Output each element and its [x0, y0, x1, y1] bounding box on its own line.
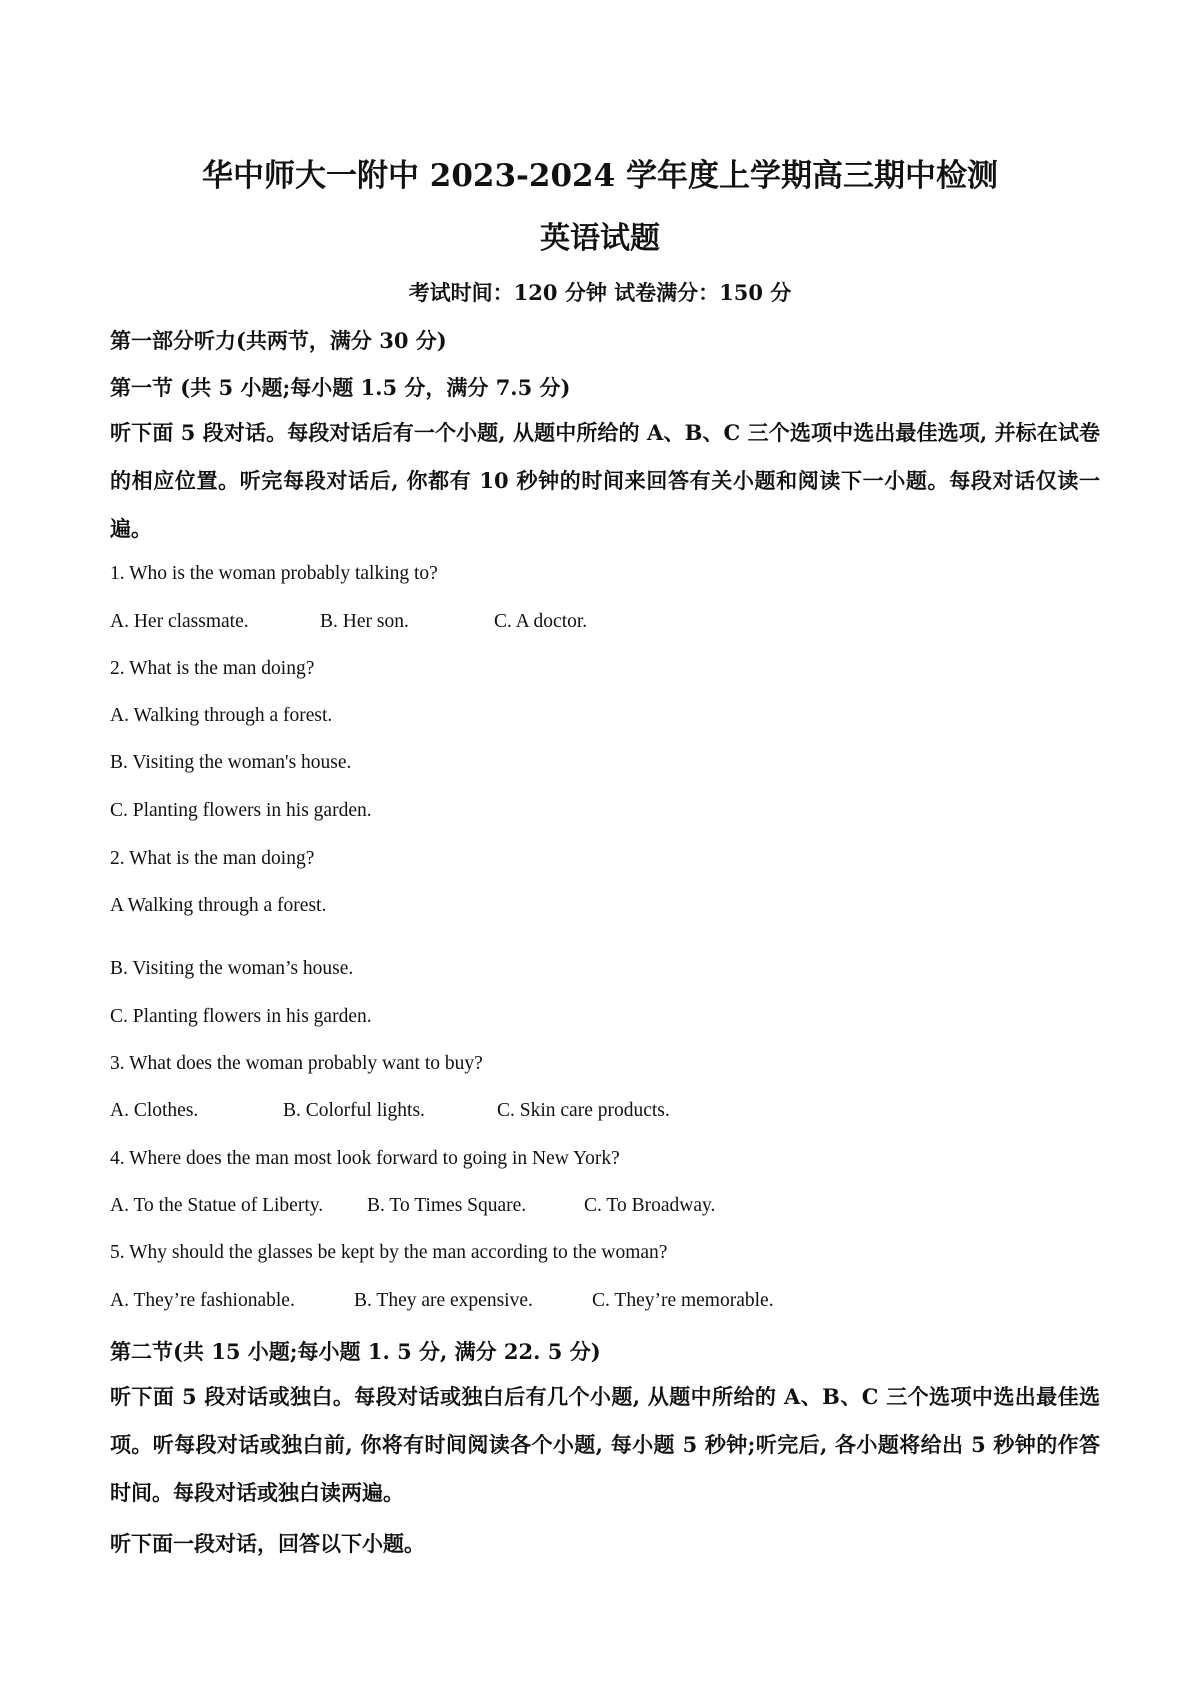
question-stem: 2. What is the man doing?: [110, 848, 315, 869]
option-c: C. To Broadway.: [584, 1195, 716, 1216]
option-c: C. Planting flowers in his garden.: [110, 800, 372, 821]
option-b: B. They are expensive.: [354, 1290, 533, 1311]
option-b: B. Visiting the woman’s house.: [110, 958, 354, 979]
option-a: A. They’re fashionable.: [110, 1290, 295, 1311]
option-b: B. Visiting the woman's house.: [110, 752, 352, 773]
part1-heading: 第一部分听力(共两节，满分 30 分): [110, 328, 447, 353]
question-stem: 5. Why should the glasses be kept by the man according to the woman?: [110, 1242, 668, 1263]
option-a: A Walking through a forest.: [110, 895, 327, 916]
exam-title: 华中师大一附中 2023-2024 学年度上学期高三期中检测: [201, 158, 998, 194]
exam-info: 考试时间：120 分钟 试卷满分：150 分: [408, 280, 792, 305]
section2-instructions: 听下面 5 段对话或独白。每段对话或独白后有几个小题, 从题中所给的 A、B、C 三个选项中选出最佳选项。听每段对话或独白前, 你将有时间阅读各个小题, 每小题 5 秒钟;听完后, 各小题将给出 5 秒钟的作答时间。每段对话或独白读两遍。: [110, 1384, 1100, 1505]
option-c: C. They’re memorable.: [592, 1290, 774, 1311]
section2-sub-instruction: 听下面一段对话，回答以下小题。: [110, 1531, 425, 1556]
section2-heading: 第二节(共 15 小题;每小题 1. 5 分, 满分 22. 5 分): [110, 1339, 601, 1364]
subject-title: 英语试题: [540, 221, 660, 256]
option-c: C. Planting flowers in his garden.: [110, 1006, 372, 1027]
option-b: B. To Times Square.: [367, 1195, 527, 1216]
question-stem: 1. Who is the woman probably talking to?: [110, 563, 438, 584]
option-a: A. To the Statue of Liberty.: [110, 1195, 324, 1216]
option-b: B. Colorful lights.: [283, 1100, 425, 1121]
question-stem: 2. What is the man doing?: [110, 658, 315, 679]
option-c: C. A doctor.: [494, 611, 588, 632]
section1-instructions: 听下面 5 段对话。每段对话后有一个小题, 从题中所给的 A、B、C 三个选项中选出最佳选项, 并标在试卷的相应位置。听完每段对话后, 你都有 10 秒钟的时间来回答有关小题和阅读下一小题。每段对话仅读一遍。: [110, 420, 1100, 541]
section1-heading: 第一节 (共 5 小题;每小题 1.5 分，满分 7.5 分): [110, 375, 571, 400]
option-c: C. Skin care products.: [497, 1100, 670, 1121]
option-a: A. Walking through a forest.: [110, 705, 333, 726]
question-stem: 3. What does the woman probably want to buy?: [110, 1053, 483, 1074]
option-a: A. Clothes.: [110, 1100, 199, 1121]
question-stem: 4. Where does the man most look forward to going in New York?: [110, 1148, 620, 1169]
option-a: A. Her classmate.: [110, 611, 249, 632]
option-b: B. Her son.: [320, 611, 409, 632]
